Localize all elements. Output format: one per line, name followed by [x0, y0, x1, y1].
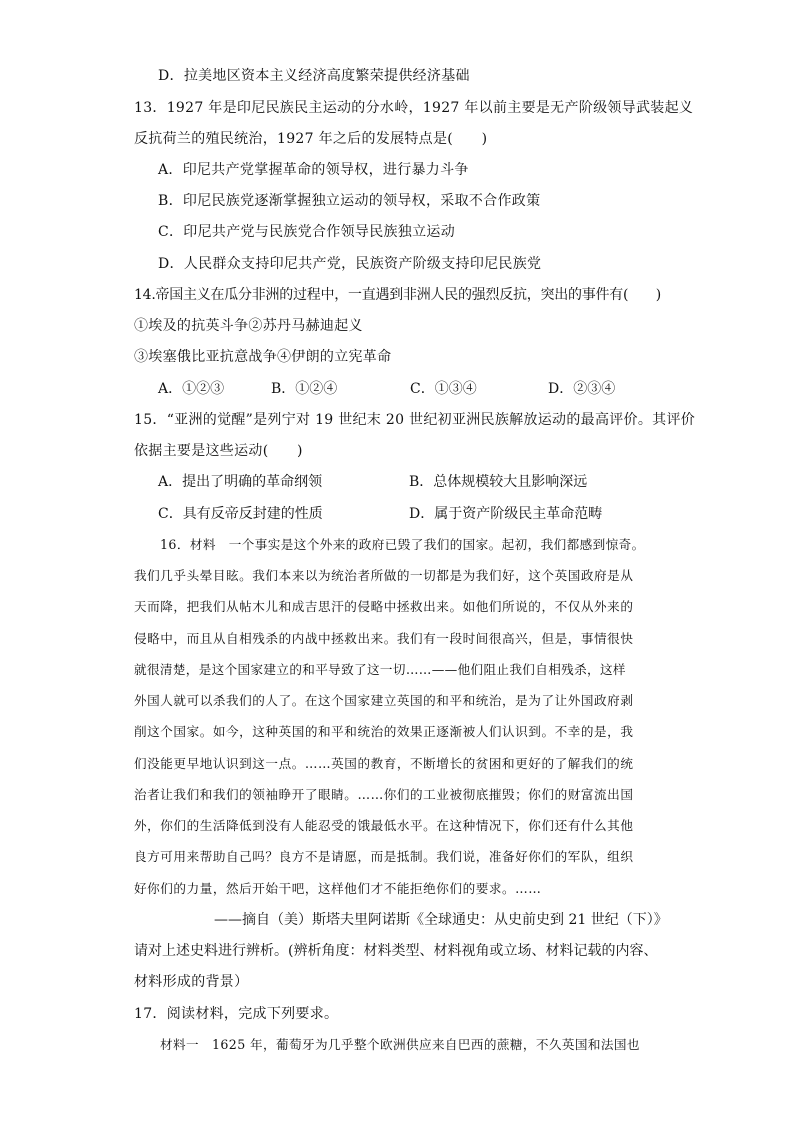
q17-stem: 17．阅读材料，完成下列要求。 [134, 1006, 339, 1022]
q16-source-citation: ——摘自（美）斯塔夫里阿诺斯《全球通史：从史前史到 21 世纪（下）》 [214, 912, 668, 928]
q15-stem-line1: 15．“亚洲的觉醒”是列宁对 19 世纪末 20 世纪初亚洲民族解放运动的最高评价。其评价 [134, 412, 696, 428]
q14-stem: 14.帝国主义在瓜分非洲的过程中，一直遇到非洲人民的强烈反抗，突出的事件有( ) [134, 287, 661, 303]
q16-material-line: 16．材料 一个事实是这个外来的政府已毁了我们的国家。起初，我们都感到惊奇。 [160, 537, 645, 552]
q14-items-line1: ①埃及的抗英斗争②苏丹马赫迪起义 [134, 318, 363, 334]
q16-material-line: 削这个国家。如今，这种英国的和平和统治的效果正逐渐被人们认识到。不幸的是，我 [134, 724, 634, 739]
q14-option-d: D．②③④ [548, 381, 616, 397]
q15-option-b: B．总体规模较大且影响深远 [409, 474, 588, 490]
q13-option-d: D．人民群众支持印尼共产党，民族资产阶级支持印尼民族党 [158, 256, 542, 272]
q15-option-c: C．具有反帝反封建的性质 [158, 506, 323, 522]
q17-material-line: 材料一 1625 年，葡萄牙为几乎整个欧洲供应来自巴西的蔗糖，不久英国和法国也 [160, 1037, 640, 1052]
q16-material-line: 治者让我们和我们的领袖睁开了眼睛。……你们的工业被彻底摧毁；你们的财富流出国 [134, 787, 634, 802]
q16-material-line: 外国人就可以杀我们的人了。在这个国家建立英国的和平和统治，是为了让外国政府剥 [134, 693, 634, 708]
q16-prompt-line1: 请对上述史料进行辨析。(辨析角度：材料类型、材料视角或立场、材料记载的内容、 [134, 943, 658, 959]
q14-option-c: C．①③④ [410, 381, 477, 397]
q14-items-line2: ③埃塞俄比亚抗意战争④伊朗的立宪革命 [134, 349, 392, 365]
q16-material-line: 就很清楚，是这个国家建立的和平导致了这一切……——他们阻止我们自相残杀，这样 [134, 662, 626, 677]
q15-stem-line2: 依据主要是这些运动( ) [134, 443, 303, 459]
q13-stem-line2: 反抗荷兰的殖民统治，1927 年之后的发展特点是( ) [134, 131, 488, 147]
q16-material-line: 侵略中，而且从自相残杀的内战中拯救出来。我们有一段时间很高兴，但是，事情很快 [134, 631, 634, 646]
q15-option-d: D．属于资产阶级民主革命范畴 [409, 506, 603, 522]
q16-material-line: 好你们的力量，然后开始干吧，这样他们才不能拒绝你们的要求。…… [134, 881, 542, 896]
q16-material-line: 天而降，把我们从帖木儿和成吉思汗的侵略中拯救出来。如他们所说的，不仅从外来的 [134, 599, 634, 614]
q13-option-c: C．印尼共产党与民族党合作领导民族独立运动 [158, 224, 456, 240]
q16-prompt-line2: 材料形成的背景） [134, 974, 249, 990]
q15-option-a: A．提出了明确的革命纲领 [158, 474, 323, 490]
q12-option-d: D．拉美地区资本主义经济高度繁荣提供经济基础 [158, 68, 470, 84]
q13-option-b: B．印尼民族党逐渐掌握独立运动的领导权，采取不合作政策 [158, 193, 541, 209]
q16-material-line: 外，你们的生活降低到没有人能忍受的饿最低水平。在这种情况下，你们还有什么其他 [134, 818, 634, 833]
q14-option-a: A．①②③ [158, 381, 225, 397]
q16-material-line: 们没能更早地认识到这一点。……英国的教育，不断增长的贫困和更好的了解我们的统 [134, 756, 634, 771]
q13-stem-line1: 13．1927 年是印尼民族民主运动的分水岭，1927 年以前主要是无产阶级领导武装起义 [134, 100, 694, 116]
q13-option-a: A．印尼共产党掌握革命的领导权，进行暴力斗争 [158, 162, 469, 178]
q14-option-b: B．①②④ [271, 381, 338, 397]
q16-material-line: 我们几乎头晕目眩。我们本来以为统治者所做的一切都是为我们好，这个英国政府是从 [134, 568, 634, 583]
q16-material-line: 良方可用来帮助自己吗？良方不是请愿，而是抵制。我们说，准备好你们的军队，组织 [134, 849, 634, 864]
